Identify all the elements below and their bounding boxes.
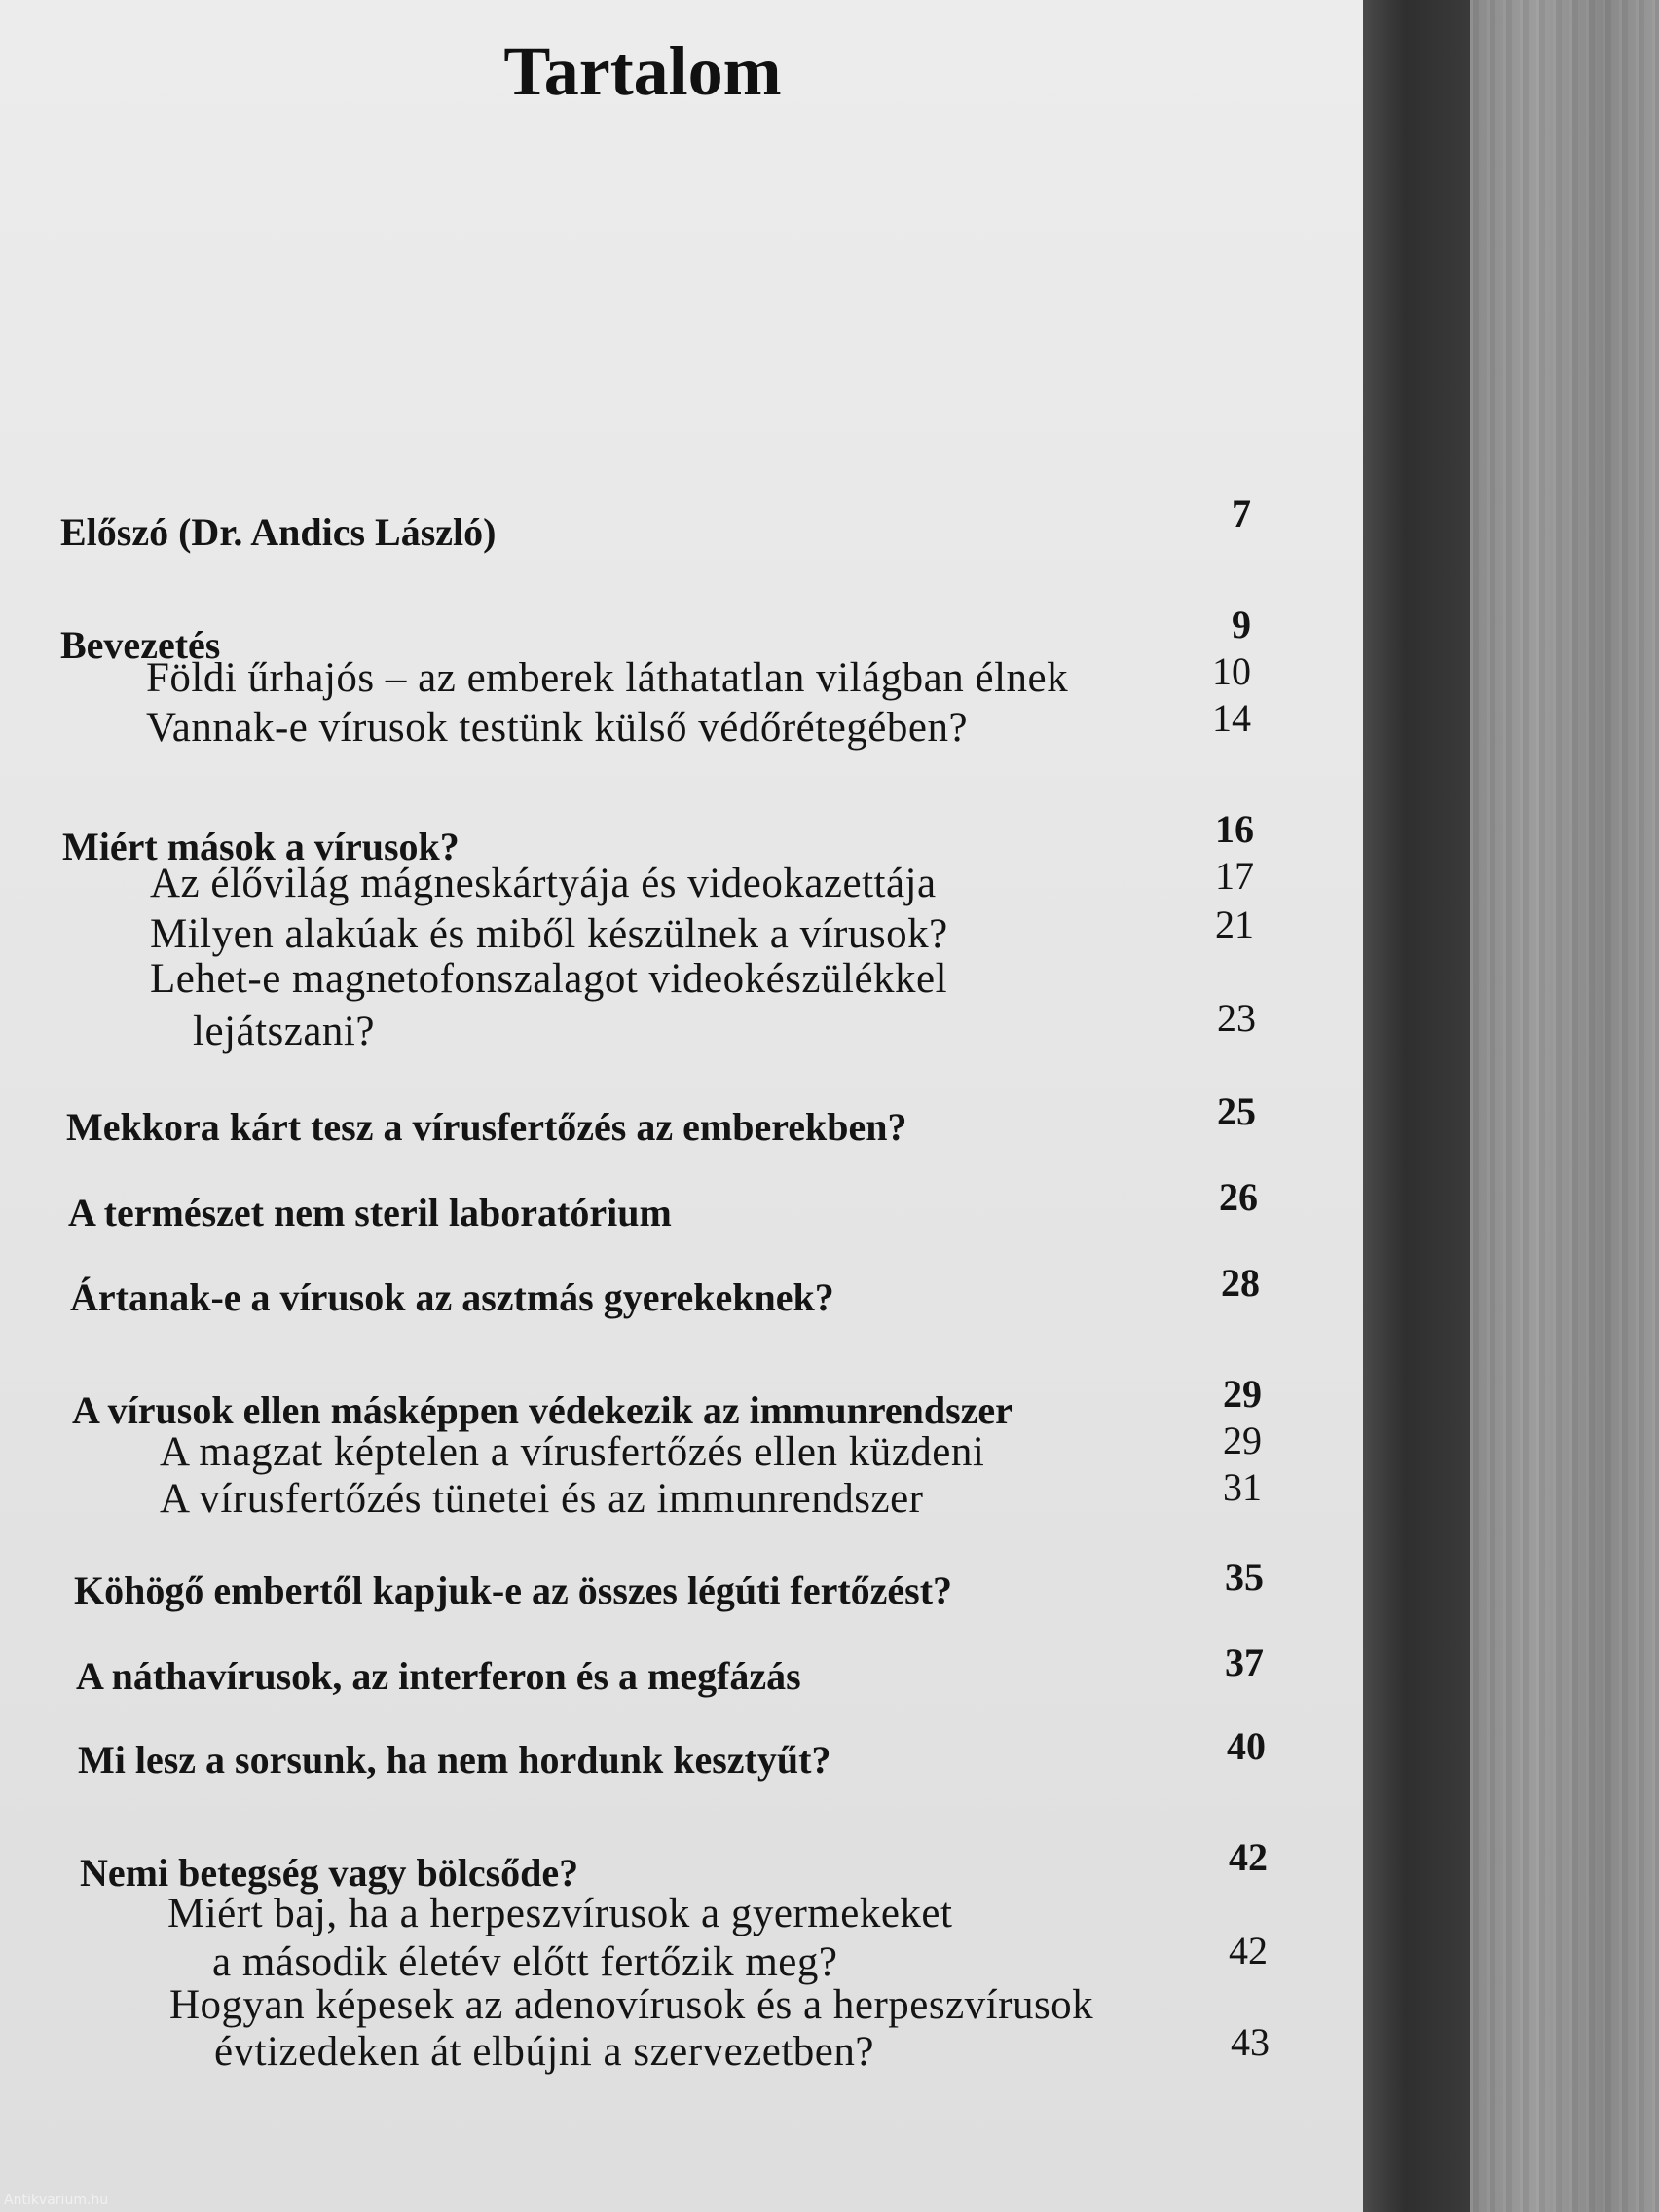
toc-page-number: 35 (1225, 1555, 1264, 1599)
toc-page-number: 29 (1223, 1419, 1262, 1462)
toc-chapter-title: A vírusok ellen másképpen védekezik az immunrendszer (72, 1388, 1013, 1432)
toc-page-number: 14 (1212, 696, 1251, 740)
toc-chapter-title: Nemi betegség vagy bölcsőde? (80, 1851, 579, 1895)
toc-page-number: 26 (1219, 1175, 1258, 1219)
toc-chapter-title: Miért mások a vírusok? (62, 825, 460, 868)
toc-section-title: Milyen alakúak és miből készülnek a vírusok? (150, 911, 948, 957)
toc-chapter-title: Mi lesz a sorsunk, ha nem hordunk kesztyűt? (78, 1738, 831, 1782)
toc-page-number: 31 (1223, 1465, 1262, 1509)
toc-page-number: 42 (1229, 1835, 1268, 1879)
toc-page-number: 25 (1217, 1089, 1256, 1133)
toc-page-number: 23 (1217, 996, 1256, 1040)
toc-section-title: A magzat képtelen a vírusfertőzés ellen küzdeni (160, 1429, 985, 1475)
toc-chapter-title: Köhögő embertől kapjuk-e az összes légúti fertőzést? (74, 1568, 953, 1612)
toc-chapter-title: Bevezetés (60, 623, 221, 667)
toc-page-number: 7 (1232, 492, 1251, 535)
toc-page-number: 37 (1225, 1641, 1264, 1684)
toc-page-number: 17 (1215, 854, 1254, 898)
toc-section-title-continued: lejátszani? (193, 1009, 375, 1054)
toc-page-number: 43 (1231, 2020, 1270, 2064)
toc-section-title: Földi űrhajós – az emberek láthatatlan világban élnek (146, 655, 1069, 701)
toc-chapter-title: Mekkora kárt tesz a vírusfertőzés az emberekben? (66, 1105, 907, 1149)
watermark-text: Antikvarium.hu (4, 2193, 109, 2208)
page-title: Tartalom (503, 32, 782, 110)
toc-page-number: 28 (1221, 1261, 1260, 1305)
toc-chapter-title: Előszó (Dr. Andics László) (60, 510, 497, 554)
toc-page-number: 10 (1212, 649, 1251, 693)
toc-section-title: Miért baj, ha a herpeszvírusok a gyermekeket (167, 1891, 953, 1936)
toc-section-title: Lehet-e magnetofonszalagot videokészülékkel (150, 956, 948, 1002)
toc-page-number: 29 (1223, 1372, 1262, 1416)
toc-chapter-title: A náthavírusok, az interferon és a megfázás (76, 1654, 801, 1698)
toc-page-number: 40 (1227, 1724, 1266, 1768)
toc-section-title-continued: a második életév előtt fertőzik meg? (212, 1939, 838, 1985)
book-spine-edge (1363, 0, 1470, 2212)
toc-chapter-title: A természet nem steril laboratórium (68, 1191, 672, 1235)
toc-page-number: 16 (1215, 807, 1254, 851)
toc-page-number: 9 (1232, 603, 1251, 646)
wooden-surface (1470, 0, 1659, 2212)
toc-section-title: Az élővilág mágneskártyája és videokazettája (150, 861, 937, 906)
toc-page-number: 42 (1229, 1929, 1268, 1972)
toc-section-title: Hogyan képesek az adenovírusok és a herpeszvírusok (169, 1982, 1094, 2028)
toc-page-number: 21 (1215, 903, 1254, 946)
toc-section-title: A vírusfertőzés tünetei és az immunrendszer (160, 1476, 924, 1522)
toc-section-title: Vannak-e vírusok testünk külső védőrétegében? (146, 705, 969, 751)
toc-chapter-title: Ártanak-e a vírusok az asztmás gyerekeknek? (70, 1275, 834, 1319)
toc-section-title-continued: évtizedeken át elbújni a szervezetben? (214, 2029, 874, 2075)
